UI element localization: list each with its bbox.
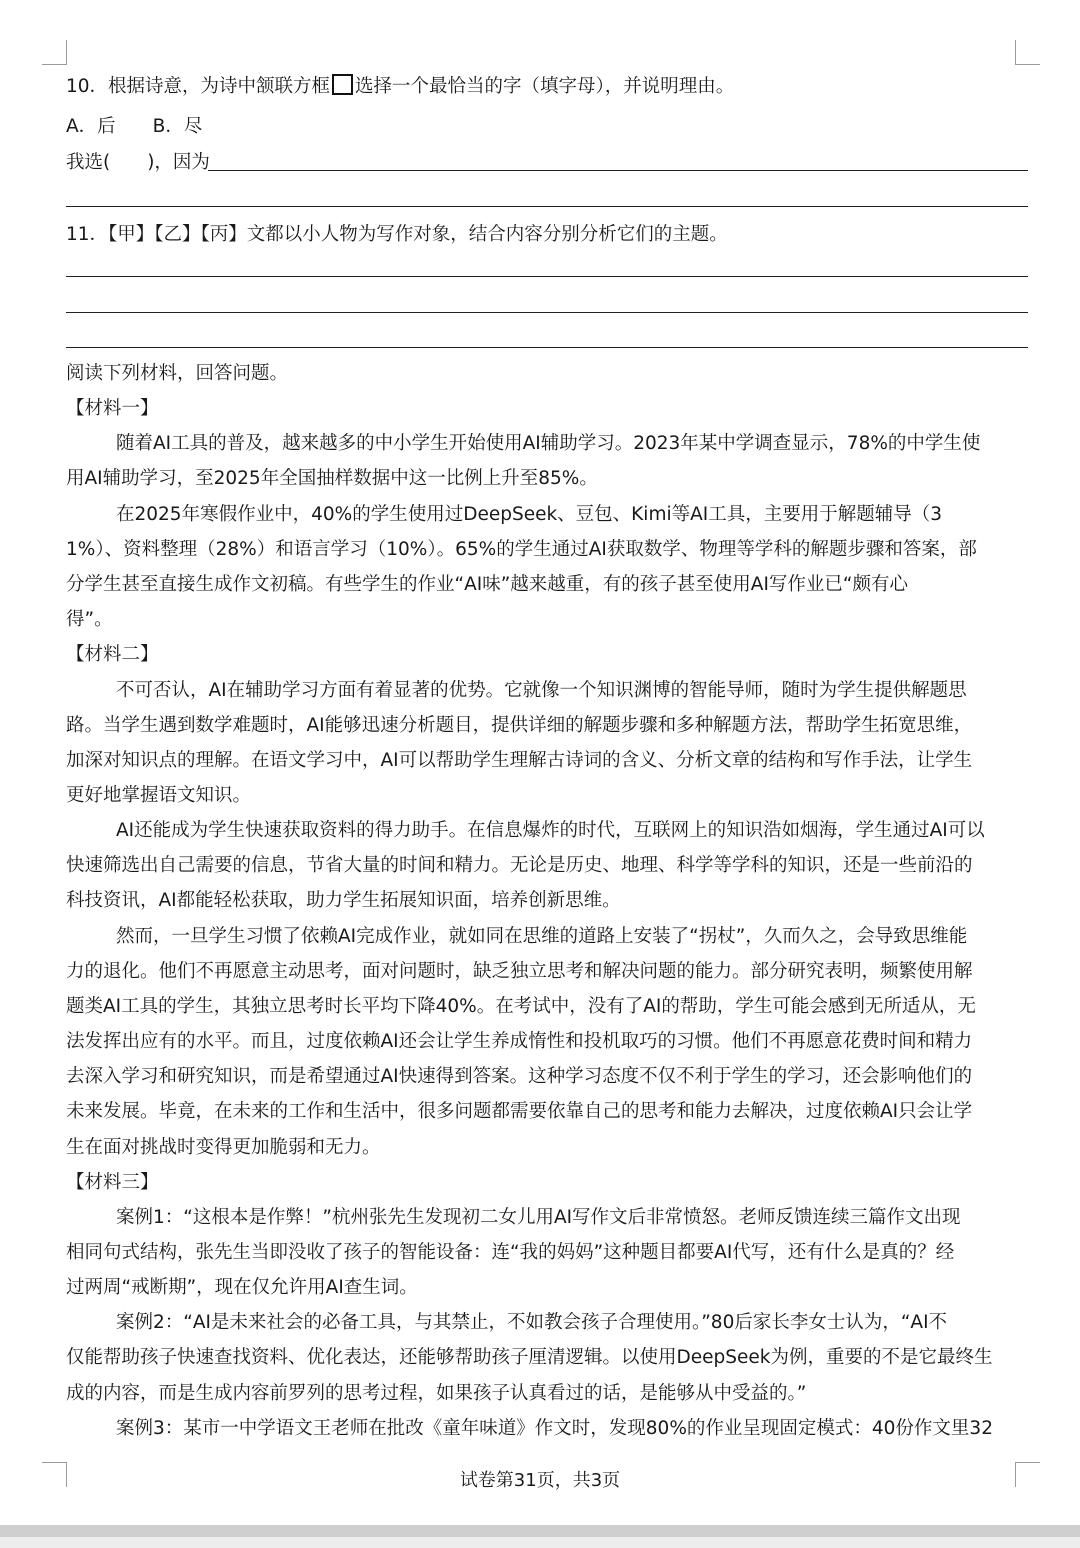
- crop-mark-top-left: [42, 40, 67, 65]
- paragraph-line: 力的退化。他们不再愿意主动思考，面对问题时，缺乏独立思考和解决问题的能力。部分研究表明，频繁使用解: [66, 961, 973, 982]
- viewer-scroll-divider: [0, 1525, 1080, 1537]
- paragraph-line: 去深入学习和研究知识，而是希望通过AI快速得到答案。这种学习态度不仅不利于学生的学习，还会影响他们的: [66, 1066, 973, 1087]
- paragraph-line: 得”。: [66, 609, 113, 630]
- paragraph-line: 题类AI工具的学生，其独立思考时长平均下降40%。在考试中，没有了AI的帮助，学生可能会感到无所适从，无: [66, 996, 976, 1017]
- paragraph-line: 在2025年寒假作业中，40%的学生使用过DeepSeek、豆包、Kimi等AI工具，主要用于解题辅导（3: [116, 504, 942, 525]
- paragraph-line: 路。当学生遇到数学难题时，AI能够迅速分析题目，提供详细的解题步骤和多种解题方法，帮助学生拓宽思维，: [66, 715, 973, 736]
- paragraph-line: 法发挥出应有的水平。而且，过度依赖AI还会让学生养成惰性和投机取巧的习惯。他们不再愿意花费时间和精力: [66, 1031, 973, 1052]
- answer-line[interactable]: [66, 276, 1028, 277]
- paragraph-line: 加深对知识点的理解。在语文学习中，AI可以帮助学生理解古诗词的含义、分析文章的结构和写作手法，让学生: [66, 750, 973, 771]
- paragraph-line: 案例1：“这根本是作弊！”杭州张先生发现初二女儿用AI写作文后非常愤怒。老师反馈连续三篇作文出现: [116, 1207, 961, 1228]
- paragraph-line: 科技资讯，AI都能轻松获取，助力学生拓展知识面，培养创新思维。: [66, 890, 621, 911]
- paragraph-line: 过两周“戒断期”，现在仅允许用AI查生词。: [66, 1277, 418, 1298]
- question-11: 11．【甲】【乙】【丙】文都以小人物为写作对象，结合内容分别分析它们的主题。: [66, 224, 728, 245]
- paragraph-line: 不可否认，AI在辅助学习方面有着显著的优势。它就像一个知识渊博的智能导师，随时为学生提供解题思: [116, 680, 967, 701]
- paragraph-line: 分学生甚至直接生成作文初稿。有些学生的作业“AI味”越来越重，有的孩子甚至使用AI写作业已“颇有心: [66, 574, 908, 595]
- viewer-background: [0, 1537, 1080, 1548]
- question-10-options: A．后 B．尽: [66, 116, 203, 137]
- paragraph-line: 快速筛选出自己需要的信息，节省大量的时间和精力。无论是历史、地理、科学等学科的知识，还是一些前沿的: [66, 855, 973, 876]
- paragraph-line: 未来发展。毕竟，在未来的工作和生活中，很多问题都需要依靠自己的思考和能力去解决，过度依赖AI只会让学: [66, 1101, 973, 1122]
- material-1-heading: 【材料一】: [66, 398, 159, 419]
- paragraph-line: 更好地掌握语文知识。: [66, 785, 252, 806]
- page-footer: 试卷第31页，共3页: [459, 1470, 621, 1491]
- material-2-heading: 【材料二】: [66, 644, 159, 665]
- answer-line[interactable]: [66, 347, 1028, 348]
- paragraph-line: 仅能帮助孩子快速查找资料、优化表达，还能够帮助孩子厘清逻辑。以使用DeepSeek为例，重要的不是它最终生: [66, 1347, 993, 1368]
- paragraph-line: 成的内容，而是生成内容前罗列的思考过程，如果孩子认真看过的话，是能够从中受益的。”: [66, 1383, 807, 1404]
- paragraph-line: 然而，一旦学生习惯了依赖AI完成作业，就如同在思维的道路上安装了“拐杖”，久而久之，会导致思维能: [116, 926, 968, 947]
- paragraph-line: 随着AI工具的普及，越来越多的中小学生开始使用AI辅助学习。2023年某中学调查显示，78%的中学生使: [116, 433, 981, 454]
- paragraph-line: AI还能成为学生快速获取资料的得力助手。在信息爆炸的时代，互联网上的知识浩如烟海，学生通过AI可以: [116, 820, 985, 841]
- paragraph-line: 案例3：某市一中学语文王老师在批改《童年味道》作文时，发现80%的作业呈现固定模式：40份作文里32: [116, 1418, 993, 1439]
- paragraph-line: 相同句式结构，张先生当即没收了孩子的智能设备：连“我的妈妈”这种题目都要AI代写，还有什么是真的？经: [66, 1242, 955, 1263]
- question-10-answer-prefix: 我选( )，因为: [66, 152, 210, 173]
- question-10-text-a: 10．根据诗意，为诗中颔联方框: [66, 76, 331, 97]
- question-10: [66, 74, 734, 99]
- paragraph-line: 生在面对挑战时变得更加脆弱和无力。: [66, 1137, 381, 1158]
- material-3-heading: 【材料三】: [66, 1172, 159, 1193]
- paragraph-line: 1%）、资料整理（28%）和语言学习（10%）。65%的学生通过AI获取数学、物理等学科的解题步骤和答案，部: [66, 539, 977, 560]
- blank-box: [332, 74, 353, 95]
- reading-intro: 阅读下列材料，回答问题。: [66, 363, 289, 384]
- answer-line[interactable]: [66, 312, 1028, 313]
- answer-line[interactable]: [66, 206, 1028, 207]
- question-10-text-b: 选择一个最恰当的字（填字母），并说明理由。: [355, 76, 735, 97]
- crop-mark-top-right: [1015, 40, 1040, 65]
- answer-line[interactable]: [208, 170, 1028, 171]
- paragraph-line: 案例2：“AI是未来社会的必备工具，与其禁止，不如教会孩子合理使用。”80后家长李女士认为，“AI不: [116, 1312, 948, 1333]
- paragraph-line: 用AI辅助学习，至2025年全国抽样数据中这一比例上升至85%。: [66, 468, 598, 489]
